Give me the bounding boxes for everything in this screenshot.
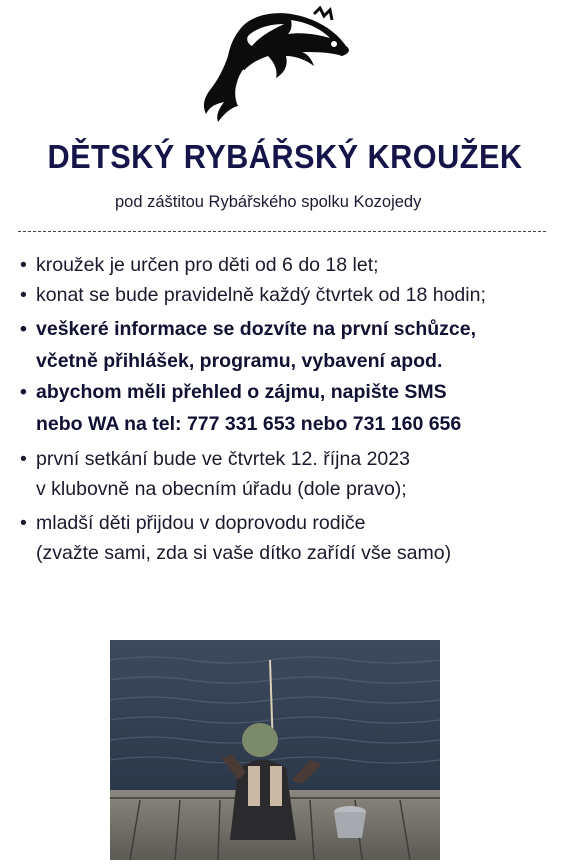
list-item-line: první setkání bude ve čtvrtek 12. října 2023	[36, 448, 410, 470]
bullet-icon: •	[20, 448, 27, 470]
list-item-line: včetně přihlášek, programu, vybavení apod.	[36, 349, 443, 372]
page-title: DĚTSKÝ RYBÁŘSKÝ KROUŽEK	[47, 138, 523, 175]
bullet-icon: •	[20, 318, 27, 340]
list-item-line: nebo WA na tel: 777 331 653 nebo 731 160 656	[36, 412, 462, 435]
list-item	[20, 314, 560, 377]
list-item	[20, 377, 560, 440]
list-item-line: v klubovně na obecním úřadu (dole pravo);	[36, 478, 407, 500]
bullet-icon: •	[20, 381, 27, 403]
list-item-line: konat se bude pravidelně každý čtvrtek od 18 hodin;	[36, 284, 486, 306]
list-item	[20, 250, 560, 280]
bullet-icon: •	[20, 284, 27, 306]
list-item	[20, 508, 560, 568]
list-item-line: kroužek je určen pro děti od 6 do 18 let;	[36, 254, 379, 276]
subtitle: pod záštitou Rybářského spolku Kozojedy	[115, 193, 422, 211]
boy-fishing-photo	[110, 640, 440, 860]
info-list	[20, 250, 560, 568]
bullet-icon: •	[20, 512, 27, 534]
list-item-line: veškeré informace se dozvíte na první schůzce,	[36, 318, 477, 340]
list-item	[20, 444, 560, 504]
bullet-icon: •	[20, 254, 27, 276]
list-item-line: mladší děti přijdou v doprovodu rodiče	[36, 512, 366, 534]
list-item-line: (zvažte sami, zda si vaše dítko zařídí vše samo)	[36, 542, 452, 564]
list-item	[20, 280, 560, 310]
dashed-divider	[18, 231, 546, 232]
fish-logo-icon	[196, 6, 356, 124]
list-item-line: abychom měli přehled o zájmu, napište SMS	[36, 381, 447, 403]
